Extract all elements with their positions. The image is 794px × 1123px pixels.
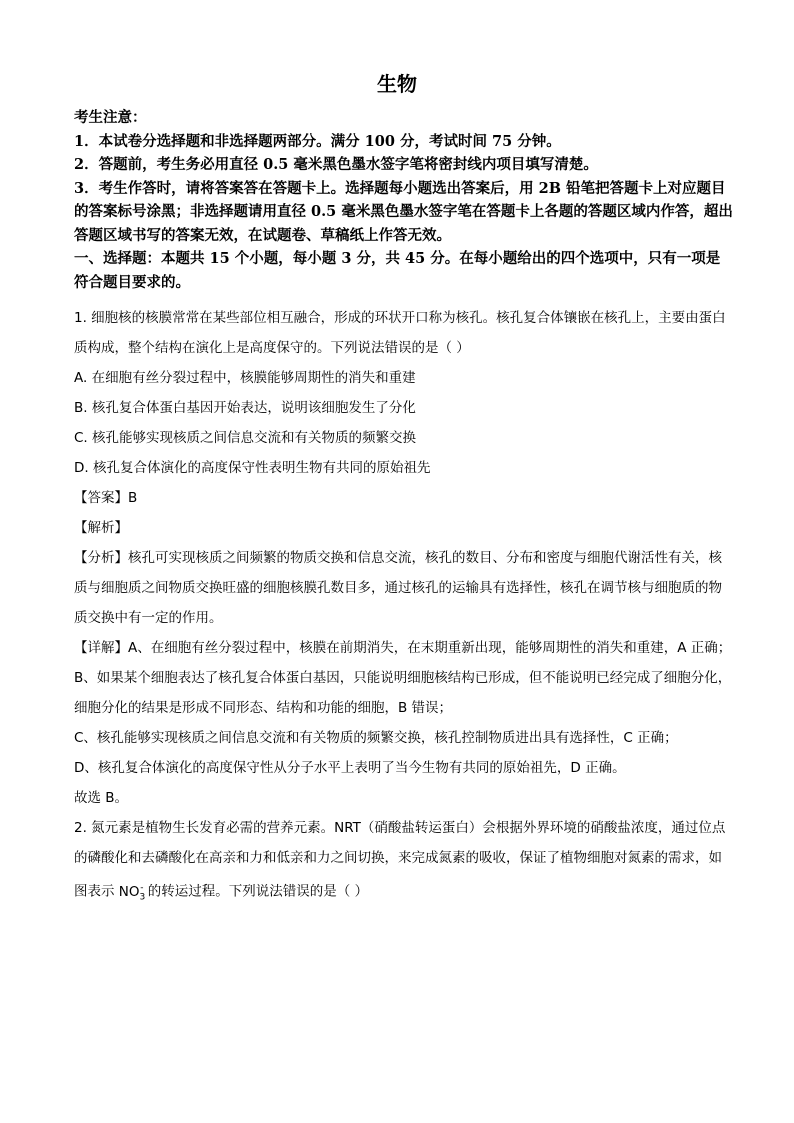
notice-heading: 考生注意： (74, 109, 147, 126)
page-title: 生物 (377, 72, 417, 96)
nitrate-formula (118, 883, 146, 903)
detail-d: D、核孔复合体演化的高度保守性从分子水平上表明了当今生物有共同的原始祖先，D 正确。 (74, 760, 626, 776)
nitrate-subscript: 3 (139, 892, 146, 903)
option-a: A. 在细胞有丝分裂过程中，核膜能够周期性的消失和重建 (74, 370, 416, 386)
option-d: D. 核孔复合体演化的高度保守性表明生物有共同的原始祖先 (74, 460, 431, 476)
answer-line: 【答案】B (74, 490, 138, 506)
option-b: B. 核孔复合体蛋白基因开始表达，说明该细胞发生了分化 (74, 400, 416, 416)
analysis-label: 【解析】 (74, 520, 128, 536)
notice-item-1: 1．本试卷分选择题和非选择题两部分。满分 100 分，考试时间 75 分钟。 (74, 132, 561, 150)
analysis-text: 【分析】核孔可实现核质之间频繁的物质交换和信息交流，核孔的数目、分布和密度与细胞代谢活性有关，核质与细胞质之间物质交换旺盛的细胞核膜孔数目多，通过核孔的运输具有选择性，核孔在调节核与细胞质的物质交换中有一定的作用。 (74, 550, 722, 626)
nitrate-charge: - (140, 883, 144, 893)
notice-item-2: 2．答题前，考生务必用直径 0.5 毫米黑色墨水签字笔将密封线内项目填写清楚。 (74, 156, 598, 173)
question-2-stem (74, 813, 734, 912)
question-stem: 1. 细胞核的核膜常常在某些部位相互融合，形成的环状开口称为核孔。核孔复合体镶嵌在核孔上，主要由蛋白质构成，整个结构在演化上是高度保守的。下列说法错误的是（ ） (74, 310, 726, 356)
detail-a: 【详解】A、在细胞有丝分裂过程中，核膜在前期消失，在末期重新出现，能够周期性的消失和重建，A 正确； (74, 640, 732, 656)
exam-notice (74, 106, 734, 294)
section-heading: 一、选择题：本题共 15 个小题，每小题 3 分，共 45 分。在每小题给出的四个选项中，只有一项是符合题目要求的。 (74, 250, 721, 291)
question-1 (74, 303, 734, 912)
notice-item-3: 3．考生作答时，请将答案答在答题卡上。选择题每小题选出答案后，用 2B 铅笔把答题卡上对应题目的答案标号涂黑；非选择题请用直径 0.5 毫米黑色墨水签字笔在答题卡上各题的答题区域内作答，超出答题区域书写的答案无效，在试题卷、草稿纸上作答无效。 (74, 179, 733, 244)
conclusion: 故选 B。 (74, 790, 129, 806)
option-c: C. 核孔能够实现核质之间信息交流和有关物质的频繁交换 (74, 430, 417, 446)
question-2-stem-part1: 2. 氮元素是植物生长发育必需的营养元素。NRT（硝酸盐转运蛋白）会根据外界环境的硝酸盐浓度，通过位点的磷酸化和去磷酸化在高亲和力和低亲和力之间切换，来完成氮素的吸收，保证了植物细胞对氮素的需求，如图表示 (74, 820, 726, 900)
question-2-stem-part2: 的转运过程。下列说法错误的是（ ） (143, 883, 369, 900)
nitrate-base: NO (118, 883, 140, 900)
detail-b: B、如果某个细胞表达了核孔复合体蛋白基因，只能说明细胞核结构已形成，但不能说明已经完成了细胞分化，细胞分化的结果是形成不同形态、结构和功能的细胞，B 错误； (74, 670, 732, 716)
detail-c: C、核孔能够实现核质之间信息交流和有关物质的频繁交换，核孔控制物质进出具有选择性，C 正确； (74, 730, 678, 746)
